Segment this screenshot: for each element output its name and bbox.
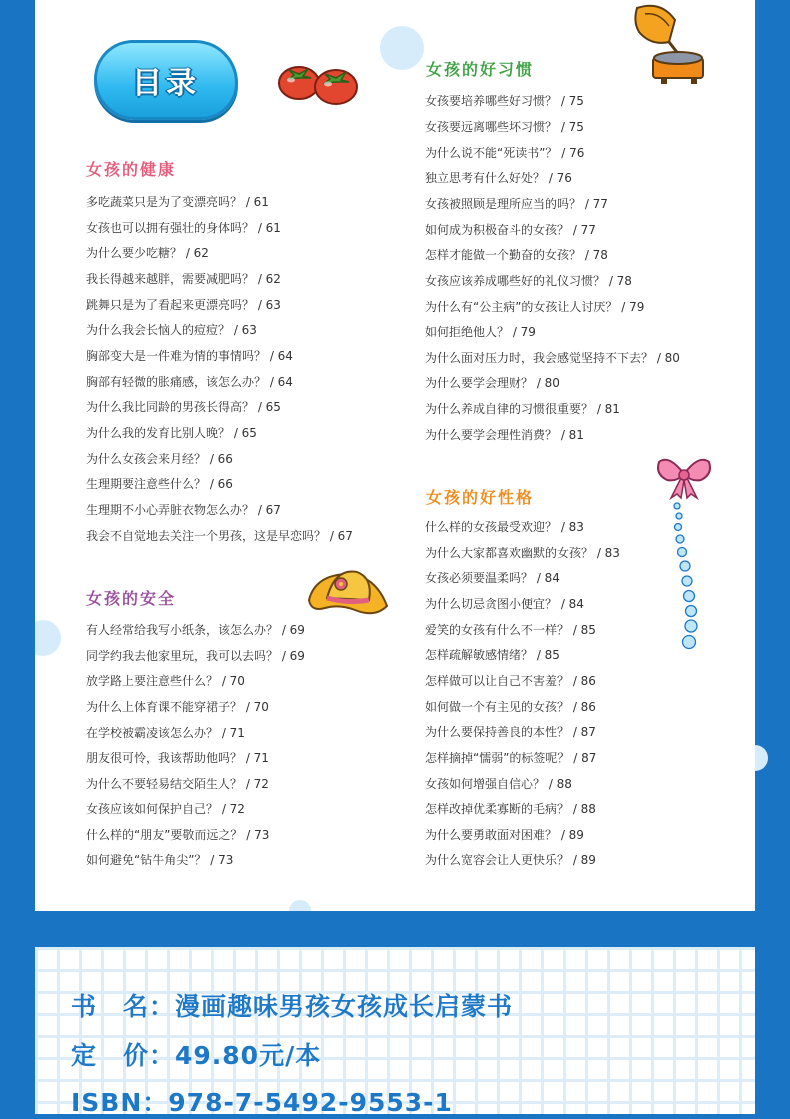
toc-item[interactable]: 为什么我的发育比别人晚？ / 65 bbox=[86, 426, 257, 440]
toc-item[interactable]: 什么样的“朋友”要敬而远之？ / 73 bbox=[86, 828, 270, 842]
toc-item[interactable]: 为什么要学会理性消费？ / 81 bbox=[425, 428, 584, 442]
bubble-chain-icon bbox=[667, 500, 707, 660]
toc-item[interactable]: 女孩应该如何保护自己？ / 72 bbox=[86, 802, 245, 816]
toc-item[interactable]: 为什么要勇敢面对困难？ / 89 bbox=[425, 828, 584, 842]
section-title-habits: 女孩的好习惯 bbox=[426, 60, 535, 79]
toc-item[interactable]: 多吃蔬菜只是为了变漂亮吗？ / 61 bbox=[86, 195, 269, 209]
page-bubble bbox=[35, 620, 61, 656]
toc-item[interactable]: 为什么上体育课不能穿裙子？ / 70 bbox=[86, 700, 269, 714]
toc-item[interactable]: 女孩被照顾是理所应当的吗？ / 77 bbox=[425, 197, 608, 211]
toc-item[interactable]: 女孩应该养成哪些好的礼仪习惯？ / 78 bbox=[425, 274, 632, 288]
toc-item[interactable]: 独立思考有什么好处？ / 76 bbox=[425, 171, 572, 185]
toc-item[interactable]: 女孩如何增强自信心？ / 88 bbox=[425, 777, 572, 791]
toc-item[interactable]: 爱笑的女孩有什么不一样？ / 85 bbox=[425, 623, 596, 637]
book-name: 书 名：漫画趣味男孩女孩成长启蒙书 bbox=[71, 992, 514, 1021]
toc-item[interactable]: 女孩必须要温柔吗？ / 84 bbox=[425, 571, 560, 585]
book-info-panel bbox=[35, 947, 755, 1117]
section-title-character: 女孩的好性格 bbox=[426, 488, 535, 507]
book-isbn: ISBN：978-7-5492-9553-1 bbox=[71, 1088, 453, 1117]
toc-item[interactable]: 为什么我会长恼人的痘痘？ / 63 bbox=[86, 323, 257, 337]
tomato-icon bbox=[275, 60, 365, 106]
toc-item[interactable]: 为什么要保持善良的本性？ / 87 bbox=[425, 725, 596, 739]
toc-item[interactable]: 为什么要少吃糖？ / 62 bbox=[86, 246, 209, 260]
toc-item[interactable]: 如何做一个有主见的女孩？ / 86 bbox=[425, 700, 596, 714]
toc-item[interactable]: 为什么说不能“死读书”？ / 76 bbox=[425, 146, 585, 160]
sun-hat-icon bbox=[305, 560, 391, 620]
toc-page bbox=[35, 0, 755, 911]
toc-item[interactable]: 为什么宽容会让人更快乐？ / 89 bbox=[425, 853, 596, 867]
ribbon-bow-icon bbox=[655, 452, 713, 500]
toc-item[interactable]: 生理期不小心弄脏衣物怎么办？ / 67 bbox=[86, 503, 281, 517]
toc-item[interactable]: 怎样疏解敏感情绪？ / 85 bbox=[425, 648, 560, 662]
toc-item[interactable]: 怎样摘掉“懦弱”的标签呢？ / 87 bbox=[425, 751, 597, 765]
toc-item[interactable]: 在学校被霸凌该怎么办？ / 71 bbox=[86, 726, 245, 740]
toc-item[interactable]: 朋友很可怜，我该帮助他吗？ / 71 bbox=[86, 751, 269, 765]
toc-item[interactable]: 为什么要学会理财？ / 80 bbox=[425, 376, 560, 390]
page-bubble bbox=[289, 900, 311, 911]
toc-badge-label: 目录 bbox=[132, 66, 200, 101]
toc-item[interactable]: 女孩也可以拥有强壮的身体吗？ / 61 bbox=[86, 221, 281, 235]
toc-item[interactable]: 如何成为积极奋斗的女孩？ / 77 bbox=[425, 223, 596, 237]
toc-item[interactable]: 有人经常给我写小纸条，该怎么办？ / 69 bbox=[86, 623, 305, 637]
toc-item[interactable]: 女孩要培养哪些好习惯？ / 75 bbox=[425, 94, 584, 108]
toc-item[interactable]: 怎样做可以让自己不害羞？ / 86 bbox=[425, 674, 596, 688]
toc-item[interactable]: 为什么大家都喜欢幽默的女孩？ / 83 bbox=[425, 546, 620, 560]
toc-item[interactable]: 我会不自觉地去关注一个男孩，这是早恋吗？ / 67 bbox=[86, 529, 353, 543]
section-title-safety: 女孩的安全 bbox=[86, 589, 177, 608]
toc-item[interactable]: 跳舞只是为了看起来更漂亮吗？ / 63 bbox=[86, 298, 281, 312]
page-bubble bbox=[380, 26, 424, 70]
toc-item[interactable]: 放学路上要注意些什么？ / 70 bbox=[86, 674, 245, 688]
toc-item[interactable]: 为什么养成自律的习惯很重要？ / 81 bbox=[425, 402, 620, 416]
toc-item[interactable]: 为什么切忌贪图小便宜？ / 84 bbox=[425, 597, 584, 611]
toc-item[interactable]: 胸部有轻微的胀痛感，该怎么办？ / 64 bbox=[86, 375, 293, 389]
toc-item[interactable]: 我长得越来越胖，需要减肥吗？ / 62 bbox=[86, 272, 281, 286]
book-price: 定 价：49.80元/本 bbox=[71, 1041, 322, 1070]
toc-item[interactable]: 女孩要远离哪些坏习惯？ / 75 bbox=[425, 120, 584, 134]
toc-item[interactable]: 为什么不要轻易结交陌生人？ / 72 bbox=[86, 777, 269, 791]
toc-item[interactable]: 怎样改掉优柔寡断的毛病？ / 88 bbox=[425, 802, 596, 816]
toc-item[interactable]: 同学约我去他家里玩，我可以去吗？ / 69 bbox=[86, 649, 305, 663]
toc-item[interactable]: 胸部变大是一件难为情的事情吗？ / 64 bbox=[86, 349, 293, 363]
toc-item[interactable]: 为什么我比同龄的男孩长得高？ / 65 bbox=[86, 400, 281, 414]
toc-badge bbox=[94, 40, 238, 120]
toc-item[interactable]: 怎样才能做一个勤奋的女孩？ / 78 bbox=[425, 248, 608, 262]
toc-item[interactable]: 如何避免“钻牛角尖”？ / 73 bbox=[86, 853, 234, 867]
section-title-health: 女孩的健康 bbox=[86, 160, 177, 179]
toc-item[interactable]: 为什么面对压力时，我会感觉坚持不下去？ / 80 bbox=[425, 351, 680, 365]
gramophone-icon bbox=[631, 2, 711, 86]
toc-item[interactable]: 如何拒绝他人？ / 79 bbox=[425, 325, 536, 339]
toc-item[interactable]: 为什么有“公主病”的女孩让人讨厌？ / 79 bbox=[425, 300, 645, 314]
toc-item[interactable]: 什么样的女孩最受欢迎？ / 83 bbox=[425, 520, 584, 534]
toc-item[interactable]: 为什么女孩会来月经？ / 66 bbox=[86, 452, 233, 466]
toc-item[interactable]: 生理期要注意些什么？ / 66 bbox=[86, 477, 233, 491]
